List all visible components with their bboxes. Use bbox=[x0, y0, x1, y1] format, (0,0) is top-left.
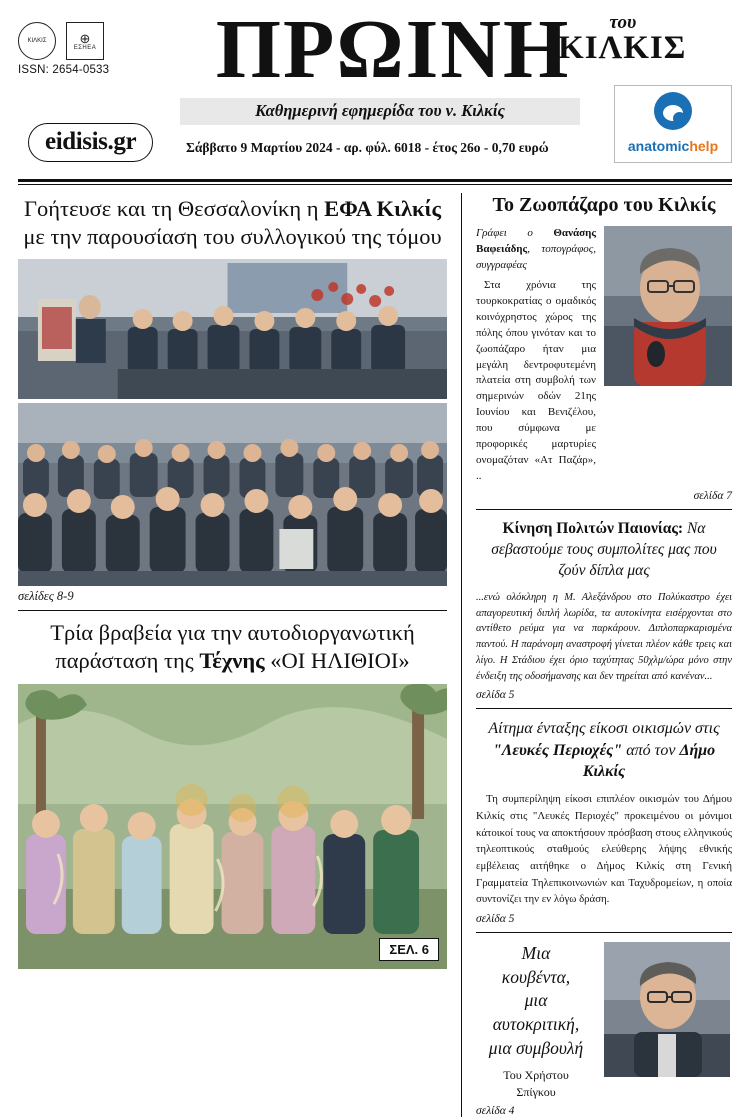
opinion-line-4: αυτοκριτική, bbox=[492, 1014, 580, 1035]
byline-author: Θανάσης Βαφειάδης bbox=[476, 227, 596, 255]
anatomichelp-logo-icon bbox=[654, 92, 692, 130]
right-divider-1 bbox=[476, 509, 732, 510]
right-story2-headline-rest: Να σεβαστούμε τους συμπολίτες μας που ζούν δίπλα μας bbox=[491, 520, 717, 579]
secondary-headline-part3: Τέχνης bbox=[199, 648, 265, 674]
ad-name-secondary: help bbox=[689, 138, 719, 154]
lead-story-photo-panel bbox=[18, 259, 447, 399]
byline-prefix: Γράφει ο bbox=[476, 227, 554, 239]
press-union-logo-icon bbox=[66, 22, 104, 60]
right-story3-pageref: σελίδα 5 bbox=[476, 913, 515, 926]
right-divider-2 bbox=[476, 708, 732, 709]
right-story2-body: ...ενώ ολόκληρη η Μ. Αλεξάνδρου στο Πολύκαστρο έχει απαγορευτική διπλή λωρίδα, τα αυτοκίνητα εισέρχονται στο αντίθετο ρεύμα για να παρκάρουν. Διπλοπαρκαρισμένα παντού. Η παράνομη αναστροφή γίνεται πλέον κάθε τρεις και λίγο. Η Στάδιου έχει όριο ταχύτητας 50χλμ/ώρα μόνο στην ένδειξη της οδοσήμανσης και δεν τηρείται από κανέναν... bbox=[476, 591, 732, 682]
photo-panel-graphic bbox=[18, 259, 447, 399]
lead-story-caption: σελίδες 8-9 bbox=[18, 589, 74, 604]
lead-headline-part2: ΕΦΑ Κιλκίς bbox=[324, 196, 441, 221]
right-story3-headline-quoted: "Λευκές Περιοχές" bbox=[492, 741, 623, 759]
byline-role: , τοπογράφος, συγγραφέας bbox=[476, 242, 596, 271]
opinion-line-5: μια συμβουλή bbox=[488, 1037, 584, 1058]
photo-theatre-graphic bbox=[18, 684, 447, 969]
lead-story-photo-audience bbox=[18, 403, 447, 586]
content-grid bbox=[18, 193, 732, 1117]
website-badge[interactable]: eidisis.gr bbox=[28, 123, 153, 162]
masthead bbox=[18, 0, 732, 175]
right-story1-pageref: σελίδα 7 bbox=[693, 490, 732, 502]
opinion-block bbox=[476, 942, 732, 1100]
issn-text: ISSN: 2654-0533 bbox=[18, 64, 110, 76]
advertisement-anatomichelp[interactable] bbox=[614, 85, 732, 163]
opinion-line-2: κουβέντα, bbox=[501, 966, 571, 987]
right-column bbox=[476, 193, 732, 1117]
title-block bbox=[158, 3, 687, 125]
secondary-story-headline bbox=[18, 619, 447, 675]
press-union-caption: ΕΣΗΕΑ bbox=[73, 44, 97, 51]
right-story3-headline-l1: Αίτημα ένταξης είκοσι οικισμών στις bbox=[488, 720, 720, 738]
right-story3-headline-org: Δήμο Κιλκίς bbox=[582, 741, 716, 781]
paper-subtitle-bar bbox=[180, 98, 580, 125]
lead-headline-part1: Γοήτευσε και τη Θεσσαλονίκη η bbox=[24, 196, 325, 221]
press-union-glyph: ⊕ bbox=[79, 30, 91, 46]
right-story1-byline bbox=[476, 226, 596, 274]
masthead-logos bbox=[18, 22, 104, 60]
right-story1-text bbox=[476, 226, 596, 485]
right-story1-headline: Το Ζωοπάζαρο του Κιλκίς bbox=[492, 194, 716, 216]
photo-audience-graphic bbox=[18, 403, 447, 586]
right-story4-pageref: σελίδα 4 bbox=[476, 1104, 515, 1117]
opinion-line-3: μια bbox=[524, 990, 548, 1011]
right-story3-body: Τη συμπερίληψη είκοσι επιπλέον οικισμών του Δήμου Κιλκίς στις "Λευκές Περιοχές" προκειμένου οι μόνιμοι κάτοικοί τους να αποκτήσουν πρόσβαση στους ελληνικούς τηλεοπτικούς σταθμούς ελεύθερης λήψης εθνικής εμβέλειας αιτήθηκε ο Δήμος Κιλκίς στη Γενική Γραμματεία Τηλεπικοινωνιών και Ταχυδρομείων, η οποία συντονίζει την εν λόγω δράση. bbox=[476, 793, 732, 906]
dateline: Σάββατο 9 Μαρτίου 2024 - αρ. φύλ. 6018 - έτος 26ο - 0,70 ευρώ bbox=[186, 140, 549, 155]
secondary-story-photo-theatre bbox=[18, 684, 447, 969]
portrait-vafeiadis-graphic bbox=[604, 226, 732, 386]
paper-subtitle: Καθημερινή εφημερίδα του ν. Κιλκίς bbox=[255, 101, 505, 121]
right-story1-lead: Στα χρόνια της τουρκοκρατίας ο ομαδικός κοινόχρηστος χώρος της πόλης όπου γινόταν και το ζωοπάζαρο ήταν μια μεγάλη δεντροφυτεμένη πλατεία στη συμβολή των σημερινών οδών 21ης Ιουνίου και Βενιζέλου, που σύμφωνα με προφορικές μαρτυρίες ονομαζόταν «Ατ Παζάρ», .. bbox=[476, 278, 596, 483]
lead-headline-part3: με την παρουσίαση του συλλογικού της τόμου bbox=[23, 224, 442, 250]
left-column bbox=[18, 193, 447, 1117]
advertisement-label bbox=[615, 138, 731, 154]
municipality-seal-icon bbox=[18, 22, 56, 60]
right-story1-body-row bbox=[476, 226, 732, 485]
ad-name-primary: anatomic bbox=[627, 138, 690, 154]
masthead-rule-thick bbox=[18, 179, 732, 182]
lead-story-headline bbox=[18, 195, 447, 251]
paper-title-kilkis: ΚΙΛΚΙΣ bbox=[558, 30, 687, 66]
paper-title bbox=[215, 3, 687, 96]
secondary-headline-part4: «ΟΙ ΗΛΙΘΙΟΙ» bbox=[264, 648, 410, 674]
right-story1-photo-portrait bbox=[604, 226, 732, 386]
right-story2-headline-lead: Κίνηση Πολιτών Παιονίας: bbox=[502, 520, 684, 537]
masthead-rule-thin bbox=[18, 184, 732, 185]
right-story-zoopazaro[interactable] bbox=[476, 193, 732, 502]
secondary-story-page-badge: ΣΕΛ. 6 bbox=[379, 938, 439, 961]
opinion-line-1: Μια bbox=[521, 943, 551, 964]
right-divider-3 bbox=[476, 932, 732, 933]
column-divider bbox=[461, 193, 462, 1117]
right-story3-headline-mid: από τον bbox=[622, 741, 680, 759]
right-story-paionia[interactable] bbox=[476, 519, 732, 701]
lead-story[interactable] bbox=[18, 195, 447, 604]
right-story2-headline bbox=[476, 519, 732, 582]
right-story-lefkes-perioches[interactable] bbox=[476, 718, 732, 925]
portrait-spigkos-graphic bbox=[604, 942, 730, 1077]
right-story-opinion[interactable] bbox=[476, 942, 732, 1117]
paper-title-main: ΠΡΩΙΝΗ bbox=[215, 3, 571, 96]
secondary-headline-part2: παράσταση της bbox=[55, 648, 200, 674]
paper-title-tou: του bbox=[609, 12, 637, 33]
right-story2-pageref: σελίδα 5 bbox=[476, 689, 515, 702]
opinion-author-line2: Σπίγκου bbox=[516, 1084, 556, 1099]
right-story3-headline bbox=[476, 718, 732, 783]
opinion-author-line1: Του Χρήστου bbox=[503, 1068, 569, 1083]
secondary-story[interactable] bbox=[18, 619, 447, 968]
seal-label: ΚΙΛΚΙΣ bbox=[27, 37, 47, 44]
opinion-photo-portrait bbox=[604, 942, 730, 1077]
left-column-divider bbox=[18, 610, 447, 611]
secondary-headline-part1: Τρία βραβεία για την αυτοδιοργανωτική bbox=[50, 620, 415, 646]
opinion-quote bbox=[476, 942, 596, 1100]
opinion-author bbox=[476, 1067, 596, 1099]
